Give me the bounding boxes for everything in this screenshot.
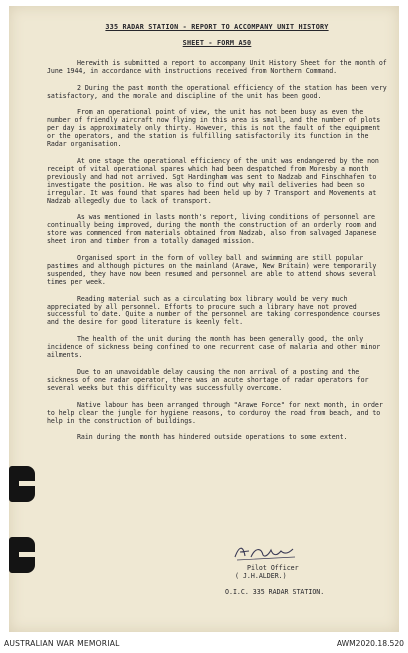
signatory-name: ( J.H.ALDER.) [235, 572, 287, 580]
report-body [47, 24, 387, 451]
signature-block [225, 542, 395, 596]
report-subtitle: SHEET - FORM A50 [182, 38, 252, 47]
signatory-position: O.I.C. 335 RADAR STATION. [225, 588, 325, 596]
paragraph: Native labour has been arranged through "Arawe Force" for next month, in order to help clear the jungle for hygiene reasons, to corduroy the road from beach, and to help in the construction of buildings. [47, 400, 383, 425]
paragraph: From an operational point of view, the unit has not been busy as even the number of friendly aircraft now flying in this area is small, and the number of plots per day is approximately only thirty. However, this is not the fault of the equipment or the operators, and the station is fulfilling satisfactorily its function in the Radar organisation. [47, 108, 381, 149]
paragraph: Due to an unavoidable delay causing the non arrival of a posting and the sickness of one radar operator, there was an acute shortage of radar operators for several weeks but this difficulty was successfully overcome. [47, 368, 369, 392]
binder-clip-lower [9, 537, 35, 573]
catalogue-number: AWM2020.18.520 [336, 639, 404, 648]
paragraph: Herewith is submitted a report to accompany Unit History Sheet for the month of June 1944, in accordance with instructions received from Northern Command. [47, 58, 387, 75]
archive-name: AUSTRALIAN WAR MEMORIAL [4, 639, 120, 648]
paragraph: Rain during the month has hindered outside operations to some extent. [77, 433, 348, 442]
handwritten-signature [231, 542, 301, 562]
report-title: 335 RADAR STATION - REPORT TO ACCOMPANY UNIT HISTORY [105, 23, 329, 31]
paragraph: As was mentioned in lasts month's report, living conditions of personnel are continually being improved, during the month the construction of an orderly room and store was commenced from materials obtained from Nadzab, also from salvaged Japanese sheet iron and timber from a totally damaged mission. [47, 213, 377, 246]
signatory-rank: Pilot Officer [247, 564, 299, 572]
paragraph: The health of the unit during the month has been generally good, the only incidence of sickness being confined to one recurrent case of malaria and other minor ailments. [47, 335, 381, 360]
paragraph: At one stage the operational efficiency of the unit was endangered by the non receipt of vital operational spares which had been despatched from Moresby a month previously and had not arrived. Sgt Hardingham was sent to Nadzab and Finschhafen to investigate the position. He was also to find out why mail deliveries had been so irregular. It was found that spares had been held up by 7 Transport and Movements at Nadzab allegedly due to lack of transport. [47, 156, 379, 205]
caption-bar [0, 636, 408, 653]
paragraph: Organised sport in the form of volley ball and swimming are still popular pastimes and although pictures on the mainland (Arawe, New Britain) were temporarily suspended, they have now been resumed and personnel are able to attend shows several times per week. [47, 254, 377, 286]
paragraph: Reading material such as a circulating box library would be very much appreciated by all personnel. Efforts to procure such a library have not proved successful to date. Quite a number of the personnel are taking correspondence courses and the desire for good literature is keenly felt. [47, 294, 381, 327]
binder-clip-upper [9, 466, 35, 502]
paragraph: 2 During the past month the operational efficiency of the station has been very satisfactory, and the morale and discipline of the unit has been good. [47, 83, 387, 100]
